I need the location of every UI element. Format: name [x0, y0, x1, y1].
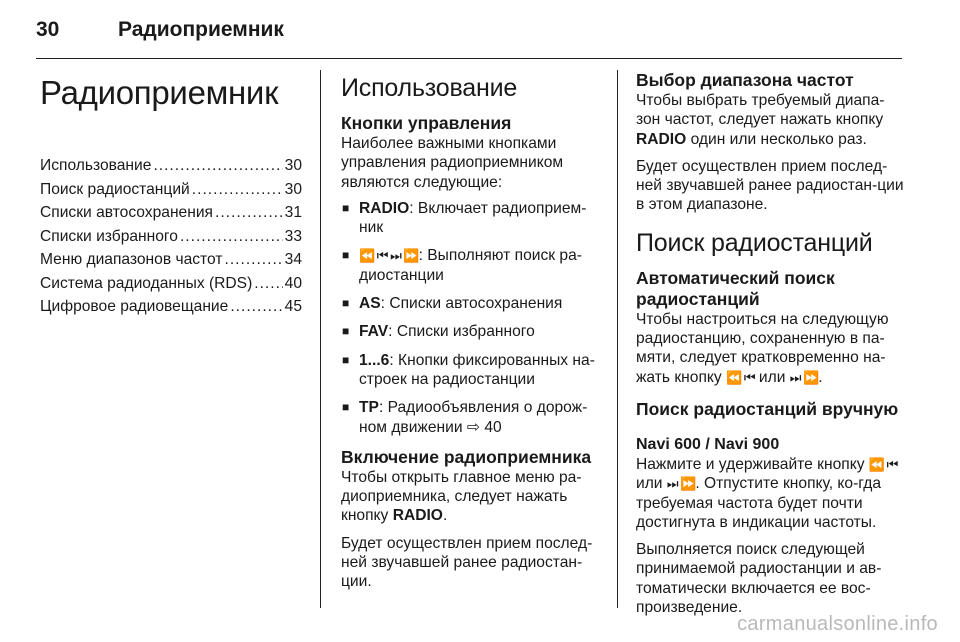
- toc-leader: [215, 201, 283, 225]
- controls-intro: Наиболее важными кнопками управления радиоприемником являются следующие:: [341, 135, 564, 191]
- subheading-switch-on: Включение радиоприемника: [341, 446, 592, 467]
- control-desc: : Радиообъявления о дорож-ном движении: [359, 399, 588, 436]
- text: или: [636, 475, 667, 493]
- seek-buttons-icon: ⏪ ⏮ ⏭ ⏩: [359, 248, 419, 264]
- list-item: [341, 398, 603, 437]
- header-rule: [36, 58, 902, 59]
- seek-forward-icon: ⏭ ⏩: [666, 476, 696, 492]
- column-divider: [320, 70, 321, 608]
- toc-page: 40: [284, 274, 302, 292]
- key-radio: RADIO: [392, 507, 443, 525]
- text: Чтобы настроиться на следующую радиостанцию, сохраненную в па-мяти, следует кратковременно на-жать кнопку: [636, 310, 889, 386]
- paragraph: Выполняется поиск следующей принимаемой радиостанции и ав-томатически включается ее вос-произведение.: [636, 541, 882, 617]
- toc-label: Меню диапазонов частот: [40, 251, 223, 268]
- toc-label: Система радиоданных (RDS): [40, 274, 253, 292]
- list-item: [341, 322, 603, 341]
- control-desc: : Списки избранного: [388, 323, 535, 341]
- control-key: 1...6: [359, 351, 390, 369]
- subheading-manual-search: Поиск радиостанций вручную: [636, 398, 899, 419]
- watermark: carmanualsonline.info: [737, 613, 938, 635]
- list-item: [341, 294, 603, 313]
- toc-page: 30: [284, 180, 302, 198]
- paragraph: Будет осуществлен прием послед-ней звучавшей ранее радиостан-ции.: [341, 534, 593, 591]
- bullet-icon: ■: [342, 248, 350, 263]
- list-item: [341, 246, 603, 285]
- toc-leader: [224, 248, 282, 272]
- running-head-title: Радиоприемник: [118, 18, 284, 41]
- toc-label: Поиск радиостанций: [40, 180, 190, 198]
- control-key: TP: [359, 399, 379, 417]
- toc-page: 34: [284, 251, 302, 268]
- toc-column: [40, 70, 302, 319]
- paragraph: [636, 310, 906, 387]
- key-radio: RADIO: [636, 130, 687, 148]
- control-key: FAV: [359, 323, 389, 341]
- page-ref[interactable]: 40: [484, 418, 502, 436]
- toc-entry[interactable]: [40, 295, 302, 319]
- control-key: AS: [359, 295, 381, 313]
- toc-entry[interactable]: [40, 248, 302, 272]
- toc-entry[interactable]: [40, 201, 302, 225]
- control-desc: : Списки автосохранения: [380, 295, 563, 313]
- toc-leader: [254, 272, 282, 296]
- toc-entry[interactable]: [40, 225, 302, 249]
- control-desc: : Включает радиоприем-ник: [359, 199, 587, 237]
- bullet-icon: ■: [342, 400, 350, 415]
- text: или: [754, 368, 790, 386]
- toc-entry[interactable]: [40, 272, 302, 296]
- paragraph: Будет осуществлен прием послед-ней звучавшей ранее радиостан-ции в этом диапазоне.: [636, 157, 904, 214]
- model-label: Navi 600 / Navi 900: [636, 435, 780, 453]
- subheading-controls: Кнопки управления: [341, 113, 512, 133]
- toc-label: Использование: [40, 157, 152, 174]
- paragraph: [636, 455, 906, 532]
- toc-label: Списки автосохранения: [40, 204, 213, 221]
- toc-entry[interactable]: [40, 178, 302, 202]
- control-desc: : Кнопки фиксированных на-строек на радиостанции: [359, 351, 595, 388]
- list-item: [341, 199, 603, 238]
- toc-leader: [230, 295, 282, 319]
- control-desc: : Выполняют поиск ра-диостанции: [359, 247, 582, 284]
- text: .: [818, 368, 823, 386]
- usage-column: [341, 70, 603, 600]
- bullet-icon: ■: [342, 296, 350, 311]
- toc-leader: [180, 225, 283, 249]
- text: Нажмите и удерживайте кнопку: [636, 455, 869, 473]
- toc-label: Списки избранного: [40, 227, 178, 245]
- text: Чтобы открыть главное меню ра-диоприемника, следует нажать кнопку: [341, 468, 582, 525]
- running-head: [36, 18, 926, 46]
- page-ref-arrow-icon: ⇨: [466, 418, 480, 436]
- subheading-auto-search: Автоматический поиск радиостанций: [636, 267, 835, 309]
- paragraph: [341, 468, 603, 526]
- bullet-icon: ■: [342, 352, 350, 367]
- seek-forward-icon: ⏭ ⏩: [789, 369, 819, 385]
- text: один или несколько раз.: [686, 130, 867, 148]
- toc-page: 31: [284, 204, 302, 221]
- page-number: 30: [36, 18, 60, 41]
- list-item: [341, 351, 603, 390]
- text: .: [442, 507, 448, 525]
- toc-leader: [153, 154, 282, 178]
- toc-entry[interactable]: [40, 154, 302, 178]
- text: . Отпустите кнопку, ко-гда требуемая частота будет почти достигнута в индикации частоты.: [636, 475, 882, 531]
- bullet-icon: ■: [342, 200, 350, 215]
- section-heading-usage: Использование: [341, 74, 518, 102]
- toc-leader: [192, 178, 283, 202]
- controls-list: [341, 199, 603, 437]
- toc-label: Цифровое радиовещание: [40, 298, 229, 315]
- toc-page: 30: [284, 157, 302, 174]
- text: Чтобы выбрать требуемый диапа-зон частот, следует нажать кнопку: [636, 92, 885, 129]
- control-key: RADIO: [359, 199, 410, 217]
- band-search-column: [636, 70, 906, 625]
- column-divider: [617, 70, 618, 608]
- chapter-title: Радиоприемник: [40, 74, 279, 111]
- toc-page: 45: [284, 298, 302, 315]
- seek-back-icon: ⏪ ⏮: [726, 369, 755, 385]
- toc-page: 33: [284, 227, 302, 245]
- subheading-band: Выбор диапазона частот: [636, 70, 854, 90]
- section-heading-search: Поиск радиостанций: [636, 228, 873, 257]
- paragraph: [636, 91, 906, 149]
- bullet-icon: ■: [342, 324, 350, 339]
- seek-back-icon: ⏪ ⏮: [868, 456, 898, 472]
